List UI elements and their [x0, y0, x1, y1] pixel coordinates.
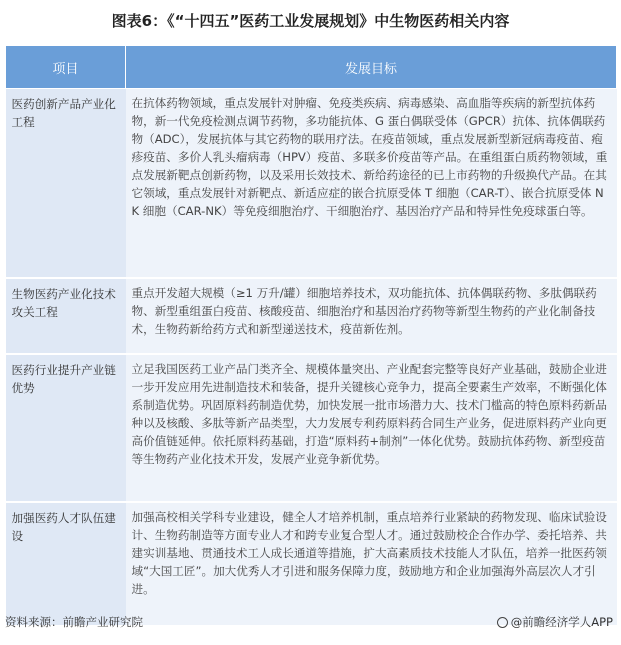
row-goal-text: 加强高校相关学科专业建设，健全人才培养机制，重点培养行业紧缺的药物发现、临床试验设计、生物药制造等方面专业人才和跨专业复合型人才。通过鼓励校企合作办学、委托培养、共建实训基地、贯通技术工人成长通道等措施，扩大高素质技术技能人才队伍，培养一批医药领域“大国工匠”。加大优秀人才引进和服务保障力度，鼓励地方和企业加强海外高层次人才引进。: [126, 502, 617, 626]
brand-logo-icon: [497, 617, 508, 628]
row-item-label: 医药创新产品产业化工程: [6, 89, 126, 279]
source-text: 资料来源：前瞻产业研究院: [5, 615, 143, 629]
row-goal-text: 重点开发超大规模（≥1 万升/罐）细胞培养技术，双功能抗体、抗体偶联药物、多肽偶联药物、新型重组蛋白疫苗、核酸疫苗、细胞治疗和基因治疗药物等新型生物药的产业化制备技术，生物药新给药方式和新型递送技术，疫苗新佐剂。: [126, 278, 617, 354]
table-row: [6, 89, 617, 279]
table-row: [6, 354, 617, 502]
table-header-row: [6, 46, 617, 89]
figure-title: 图表6：《“十四五”医药工业发展规划》中生物医药相关内容: [111, 12, 510, 30]
row-goal-text: 立足我国医药工业产品门类齐全、规模体量突出、产业配套完整等良好产业基础，鼓励企业进一步开发应用先进制造技术和装备，提升关键核心竞争力，提高全要素生产效率，不断强化体系制造优势。巩固原料药制造优势，加快发展一批市场潜力大、技术门槛高的特色原料药新品种以及核酸、多肽等新产品类型，大力发展专利药原料药合同生产业务，促进原料药产业向更高价值链延伸。依托原料药基础，打造“原料药+制剂”一体化优势。鼓励抗体药物、新型疫苗等生物药产业化技术开发，发展产业竞争新优势。: [126, 354, 617, 502]
row-item-label: 加强医药人才队伍建设: [6, 502, 126, 626]
content-table: [5, 45, 617, 627]
table-row: [6, 502, 617, 626]
header-item: 项目: [6, 46, 126, 89]
brand-credit: [497, 614, 613, 630]
header-goal: 发展目标: [126, 46, 617, 89]
table-row: [6, 278, 617, 354]
row-goal-text: 在抗体药物领域，重点发展针对肿瘤、免疫类疾病、病毒感染、高血脂等疾病的新型抗体药物，新一代免疫检测点调节药物，多功能抗体、G 蛋白偶联受体（GPCR）抗体、抗体偶联药物（ADC），发展抗体与其它药物的联用疗法。在疫苗领域，重点发展新型新冠病毒疫苗、疱疹疫苗、多价人乳头瘤病毒（HPV）疫苗、多联多价疫苗等产品。在重组蛋白质药物领域，重点发展新靶点创新药物，以及采用长效技术、新给药途径的已上市药物的升级换代产品。在其它领域，重点发展针对新靶点、新适应症的嵌合抗原受体 T 细胞（CAR-T）、嵌合抗原受体 NK 细胞（CAR-NK）等免疫细胞治疗、干细胞治疗、基因治疗产品和特异性免疫球蛋白等。: [126, 89, 617, 279]
row-item-label: 生物医药产业化技术攻关工程: [6, 278, 126, 354]
row-item-label: 医药行业提升产业链优势: [6, 354, 126, 502]
footer: [5, 614, 613, 630]
brand-text: @前瞻经济学人APP: [510, 615, 613, 629]
